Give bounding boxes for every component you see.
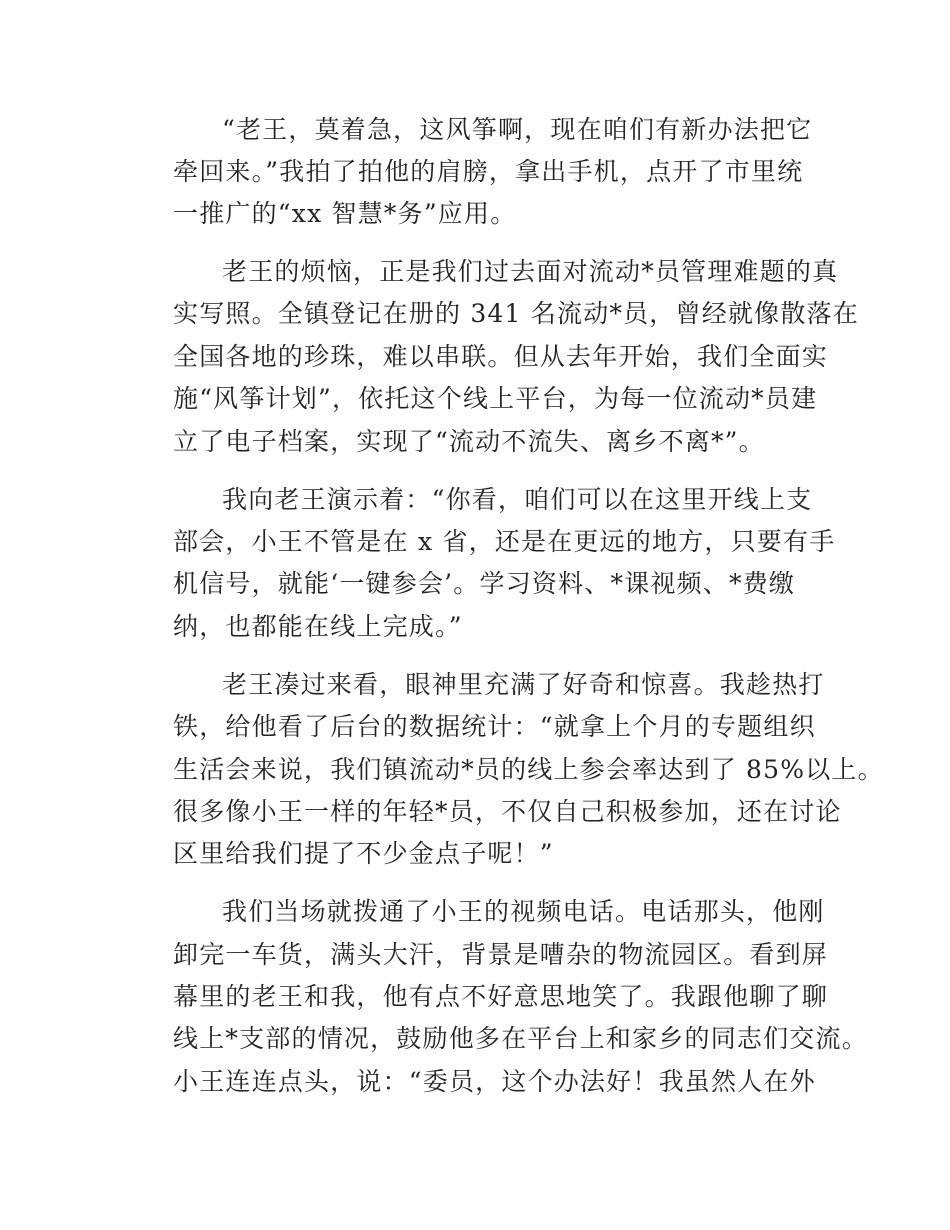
paragraph-5-line-3: 幕里的老王和我，他有点不好意思地笑了。我跟他聊了聊 bbox=[173, 982, 829, 1011]
paragraph-2-line-3: 全国各地的珍珠，难以串联。但从去年开始，我们全面实 bbox=[173, 342, 829, 371]
paragraph-5-line-2: 卸完一车货，满头大汗，背景是嘈杂的物流园区。看到屏 bbox=[173, 940, 829, 969]
paragraph-3-line-3: 机信号，就能‘一键参会’。学习资料、*课视频、*费缴 bbox=[173, 569, 796, 598]
paragraph-3-line-2: 部会，小王不管是在 x 省，还是在更远的地方，只要有手 bbox=[173, 527, 836, 556]
paragraph-4-line-3: 生活会来说，我们镇流动*员的线上参会率达到了 85%以上。 bbox=[173, 755, 884, 784]
paragraph-1-line-1: “老王，莫着急，这风筝啊，现在咱们有新办法把它 bbox=[222, 115, 813, 144]
paragraph-4-line-1: 老王凑过来看，眼神里充满了好奇和惊喜。我趁热打 bbox=[222, 670, 825, 699]
paragraph-4-line-4: 很多像小王一样的年轻*员，不仅自己积极参加，还在讨论 bbox=[173, 797, 842, 826]
paragraph-4-line-5: 区里给我们提了不少金点子呢！” bbox=[173, 839, 554, 868]
paragraph-1-line-2: 牵回来。”我拍了拍他的肩膀，拿出手机，点开了市里统 bbox=[173, 157, 804, 186]
paragraph-2-line-2: 实写照。全镇登记在册的 341 名流动*员，曾经就像散落在 bbox=[173, 299, 859, 328]
paragraph-5-line-4: 线上*支部的情况，鼓励他多在平台上和家乡的同志们交流。 bbox=[173, 1024, 868, 1053]
paragraph-5-line-5: 小王连连点头，说：“委员，这个办法好！我虽然人在外 bbox=[173, 1067, 816, 1096]
paragraph-2-line-5: 立了电子档案，实现了“流动不流失、离乡不离*”。 bbox=[173, 427, 765, 456]
paragraph-2-line-4: 施“风筝计划”，依托这个线上平台，为每一位流动*员建 bbox=[173, 384, 818, 413]
paragraph-5-line-1: 我们当场就拨通了小王的视频电话。电话那头，他刚 bbox=[222, 897, 825, 926]
paragraph-3-line-4: 纳，也都能在线上完成。” bbox=[173, 612, 463, 641]
paragraph-4-line-2: 铁，给他看了后台的数据统计：“就拿上个月的专题组织 bbox=[173, 712, 816, 741]
paragraph-3-line-1: 我向老王演示着：“你看，咱们可以在这里开线上支 bbox=[222, 485, 813, 514]
paragraph-1-line-3: 一推广的“xx 智慧*务”应用。 bbox=[173, 199, 517, 228]
paragraph-2-line-1: 老王的烦恼，正是我们过去面对流动*员管理难题的真 bbox=[222, 257, 839, 286]
